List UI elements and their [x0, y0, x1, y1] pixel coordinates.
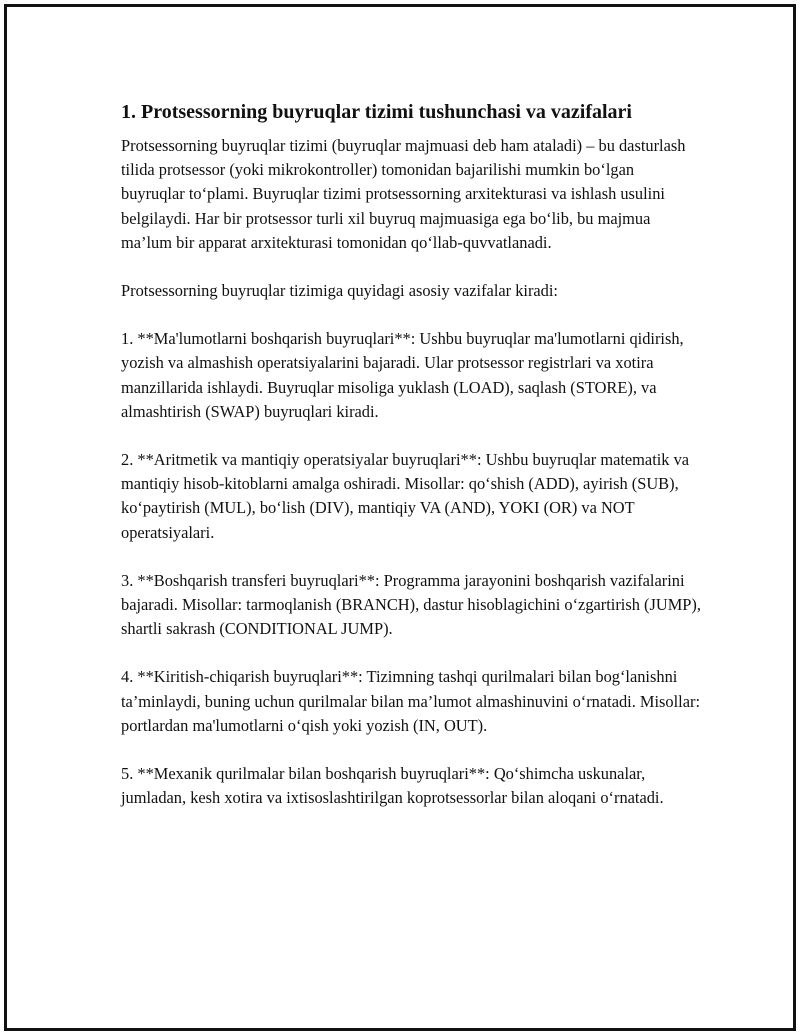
list-item-control-transfer: 3. **Boshqarish transferi buyruqlari**: Programma jarayonini boshqarish vazifalarini bajaradi. Misollar: tarmoqlanish (BRANCH), dastur hisoblagichini o‘zgartirish (JUMP), shartli sakrash (CONDITIONAL JUMP). [121, 570, 701, 639]
tasks-intro-paragraph: Protsessorning buyruqlar tizimiga quyidagi asosiy vazifalar kiradi: [121, 281, 558, 301]
document-body [121, 99, 701, 834]
list-item-data-management: 1. **Ma'lumotlarni boshqarish buyruqlari**: Ushbu buyruqlar ma'lumotlarni qidirish, yozish va almashish operatsiyalarini bajaradi. Ular protsessor registrlari va xotira manzillarida ishlaydi. Buyruqlar misoliga yuklash (LOAD), saqlash (STORE), va almashtirish (SWAP) buyruqlari kiradi. [121, 329, 684, 421]
intro-paragraph: Protsessorning buyruqlar tizimi (buyruqlar majmuasi deb ham ataladi) – bu dasturlash tilida protsessor (yoki mikrokontroller) tomonidan bajarilishi mumkin bo‘lgan buyruqlar to‘plami. Buyruqlar tizimi protsessorning arxitekturasi va ishlash usulini belgilaydi. Har bir protsessor turli xil buyruq majmuasiga ega bo‘lib, bu majmua ma’lum bir apparat arxitekturasi tomonidan qo‘llab-quvvatlanadi. [121, 136, 686, 252]
section-heading: 1. Protsessorning buyruqlar tizimi tushunchasi va vazifalari [121, 101, 632, 123]
list-item-arithmetic-logic: 2. **Aritmetik va mantiqiy operatsiyalar buyruqlari**: Ushbu buyruqlar matematik va mantiqiy hisob-kitoblarni amalga oshiradi. Misollar: qo‘shish (ADD), ayirish (SUB), ko‘paytirish (MUL), bo‘lish (DIV), mantiqiy VA (AND), YOKI (OR) va NOT operatsiyalari. [121, 450, 690, 542]
list-item-input-output: 4. **Kiritish-chiqarish buyruqlari**: Tizimning tashqi qurilmalari bilan bog‘lanishni ta’minlaydi, buning uchun qurilmalar bilan ma’lumot almashinuvini o‘rnatadi. Misollar: portlardan ma'lumotlarni o‘qish yoki yozish (IN, OUT). [121, 667, 701, 735]
page-frame [4, 4, 796, 1031]
list-item-device-control: 5. **Mexanik qurilmalar bilan boshqarish buyruqlari**: Qo‘shimcha uskunalar, jumladan, kesh xotira va ixtisoslashtirilgan koprotsessorlar bilan aloqani o‘rnatadi. [121, 764, 664, 808]
